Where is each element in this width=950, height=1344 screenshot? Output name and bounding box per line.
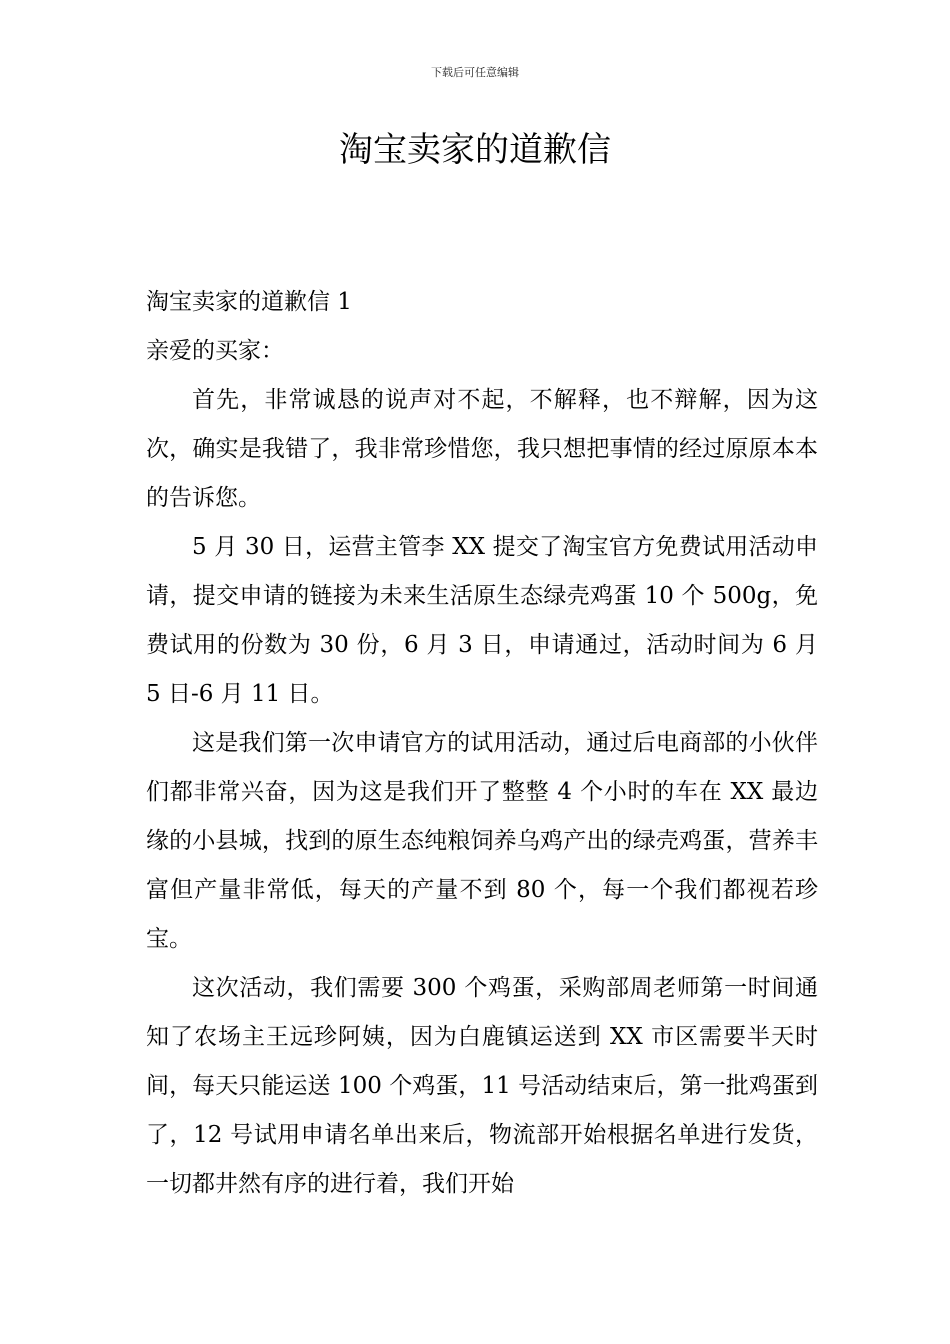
header-note: 下载后可任意编辑: [431, 66, 519, 79]
paragraph-3: 这是我们第一次申请官方的试用活动，通过后电商部的小伙伴们都非常兴奋，因为这是我们开了整整 4 个小时的车在 XX 最边缘的小县城，找到的原生态纯粮饲养乌鸡产出的绿壳鸡蛋，营养丰富但产量非常低，每天的产量不到 80 个，每一个我们都视若珍宝。: [146, 730, 818, 952]
letter-salutation: 亲爱的买家：: [146, 338, 284, 364]
paragraph-4: 这次活动，我们需要 300 个鸡蛋，采购部周老师第一时间通知了农场主王远珍阿姨，因为白鹿镇运送到 XX 市区需要半天时间，每天只能运送 100 个鸡蛋，11 号活动结束后，第一批鸡蛋到了，12 号试用申请名单出来后，物流部开始根据名单进行发货，一切都井然有序的进行着，我们开始: [146, 975, 818, 1197]
letter-subtitle: 淘宝卖家的道歉信 1: [146, 289, 352, 315]
letter-body: [146, 278, 818, 1209]
document-title: 淘宝卖家的道歉信: [339, 130, 611, 170]
paragraph-1: 首先，非常诚恳的说声对不起，不解释，也不辩解，因为这次，确实是我错了，我非常珍惜您，我只想把事情的经过原原本本的告诉您。: [146, 387, 818, 511]
paragraph-2: 5 月 30 日，运营主管李 XX 提交了淘宝官方免费试用活动申请，提交申请的链接为未来生活原生态绿壳鸡蛋 10 个 500g，免费试用的份数为 30 份，6 月 3 日，申请通过，活动时间为 6 月 5 日-6 月 11 日。: [146, 534, 818, 707]
